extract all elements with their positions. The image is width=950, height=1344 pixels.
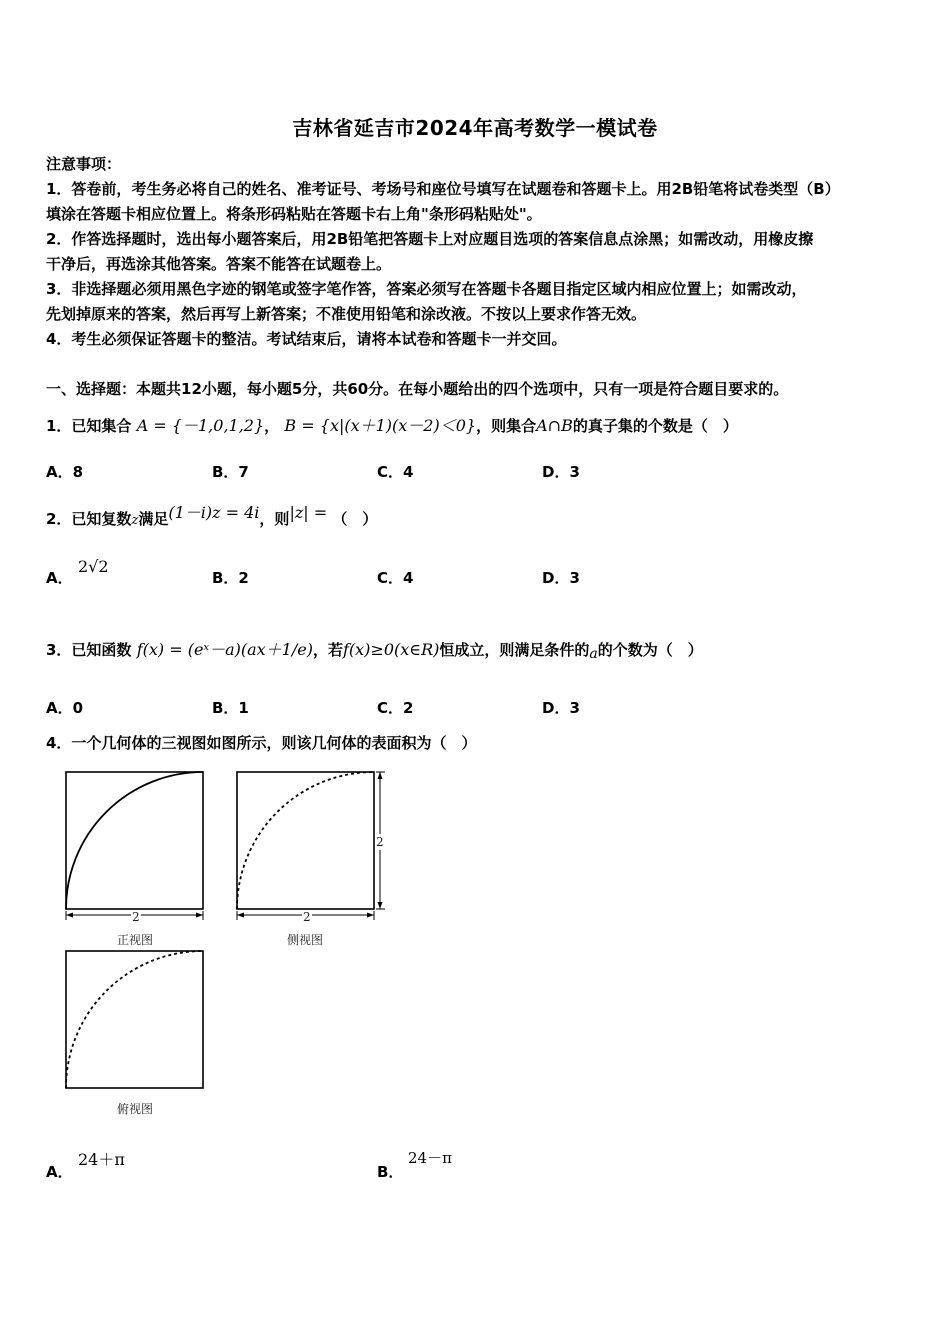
- side-view-caption: 侧视图: [287, 933, 324, 947]
- q2-option-c[interactable]: C．4: [377, 569, 414, 587]
- q1-prefix: 1．已知集合: [46, 417, 132, 435]
- notice-line-4: 干净后，再选涂其他答案。答案不能答在试题卷上。: [46, 255, 392, 273]
- q2-abs: |z| =: [289, 503, 328, 522]
- q3-option-d[interactable]: D．3: [542, 699, 580, 717]
- q3-middle-2: 恒成立，则满足条件的: [439, 641, 590, 659]
- side-view-width-dimension: 2: [303, 910, 311, 924]
- q3-option-c[interactable]: C．2: [377, 699, 414, 717]
- q3-option-b[interactable]: B．1: [212, 699, 249, 717]
- q2-then: ，则: [259, 510, 290, 528]
- page-title: 吉林省延吉市2024年高考数学一模试卷: [292, 116, 658, 140]
- q4-option-a[interactable]: A．: [46, 1163, 73, 1181]
- front-view-figure: [60, 768, 210, 928]
- q1-suffix: 的真子集的个数是（ ）: [572, 417, 738, 435]
- section-1-heading: 一、选择题：本题共12小题，每小题5分，共60分。在每小题给出的四个选项中，只有一项是符合题目要求的。: [46, 380, 789, 398]
- q2-option-d[interactable]: D．3: [542, 569, 580, 587]
- q1-set-b: B = {x|(x＋1)(x－2)＜0}: [284, 416, 477, 435]
- q1-option-b[interactable]: B．7: [212, 463, 249, 481]
- top-view-figure: [60, 947, 210, 1097]
- q1-option-c[interactable]: C．4: [377, 463, 414, 481]
- q2-option-a[interactable]: A．: [46, 569, 73, 587]
- q3-prefix: 3．已知函数: [46, 641, 132, 659]
- q2-variable: z: [131, 513, 139, 528]
- q1-set-a: A = {－1,0,1,2}: [136, 416, 265, 435]
- notice-line-5: 3．非选择题必须用黑色字迹的钢笔或签字笔作答，答案必须写在答题卡各题目指定区域内相应位置上；如需改动，: [46, 280, 807, 298]
- q1-option-d[interactable]: D．3: [542, 463, 580, 481]
- notice-line-6: 先划掉原来的答案，然后再写上新答案；不准使用铅笔和涂改液。不按以上要求作答无效。: [46, 305, 647, 323]
- notice-line-1: 1．答卷前，考生务必将自己的姓名、准考证号、考场号和座位号填写在试题卷和答题卡上。用2B铅笔将试卷类型（B）: [46, 180, 840, 198]
- question-3: [46, 637, 703, 660]
- q3-middle: ，若: [312, 641, 343, 659]
- q2-prefix: 2．已知复数: [46, 510, 132, 528]
- q2-equation: (1－i)z = 4i: [168, 503, 260, 522]
- q1-expression: A∩B: [536, 416, 573, 435]
- q3-variable: a: [589, 646, 598, 662]
- question-4: 4．一个几何体的三视图如图所示，则该几何体的表面积为（ ）: [46, 734, 477, 752]
- question-2: [46, 503, 378, 529]
- q3-condition: f(x)≥0(x∈R): [342, 640, 440, 659]
- q3-option-a[interactable]: A．0: [46, 699, 84, 717]
- front-view-caption: 正视图: [117, 933, 154, 947]
- q3-function: f(x) = (eˣ－a)(ax＋1/e): [136, 640, 313, 659]
- q2-option-a-value: 2√2: [78, 557, 109, 576]
- q3-suffix: 的个数为（ ）: [597, 641, 703, 659]
- q4-option-a-value: 24＋π: [78, 1150, 125, 1169]
- q1-middle: ，则集合: [476, 417, 537, 435]
- q1-separator: ，: [264, 417, 280, 435]
- notice-line-7: 4．考生必须保证答题卡的整洁。考试结束后，请将本试卷和答题卡一并交回。: [46, 330, 567, 348]
- question-1: [46, 413, 738, 436]
- notice-line-3: 2．作答选择题时，选出每小题答案后，用2B铅笔把答题卡上对应题目选项的答案信息点涂黑；如需改动，用橡皮擦: [46, 230, 814, 248]
- notice-line-2: 填涂在答题卡相应位置上。将条形码粘贴在答题卡右上角"条形码粘贴处"。: [46, 205, 542, 223]
- front-view-dimension: 2: [132, 910, 140, 924]
- q2-option-b[interactable]: B．2: [212, 569, 249, 587]
- q1-option-a[interactable]: A．8: [46, 463, 84, 481]
- q2-suffix: （ ）: [332, 510, 378, 528]
- side-view-height-dimension: 2: [376, 835, 384, 849]
- q4-option-b[interactable]: B．: [377, 1163, 404, 1181]
- side-view-figure: [231, 768, 391, 928]
- notice-heading: 注意事项：: [46, 155, 122, 173]
- top-view-caption: 俯视图: [117, 1102, 154, 1116]
- q4-option-b-value: 24－π: [408, 1149, 452, 1167]
- q2-middle: 满足: [138, 510, 169, 528]
